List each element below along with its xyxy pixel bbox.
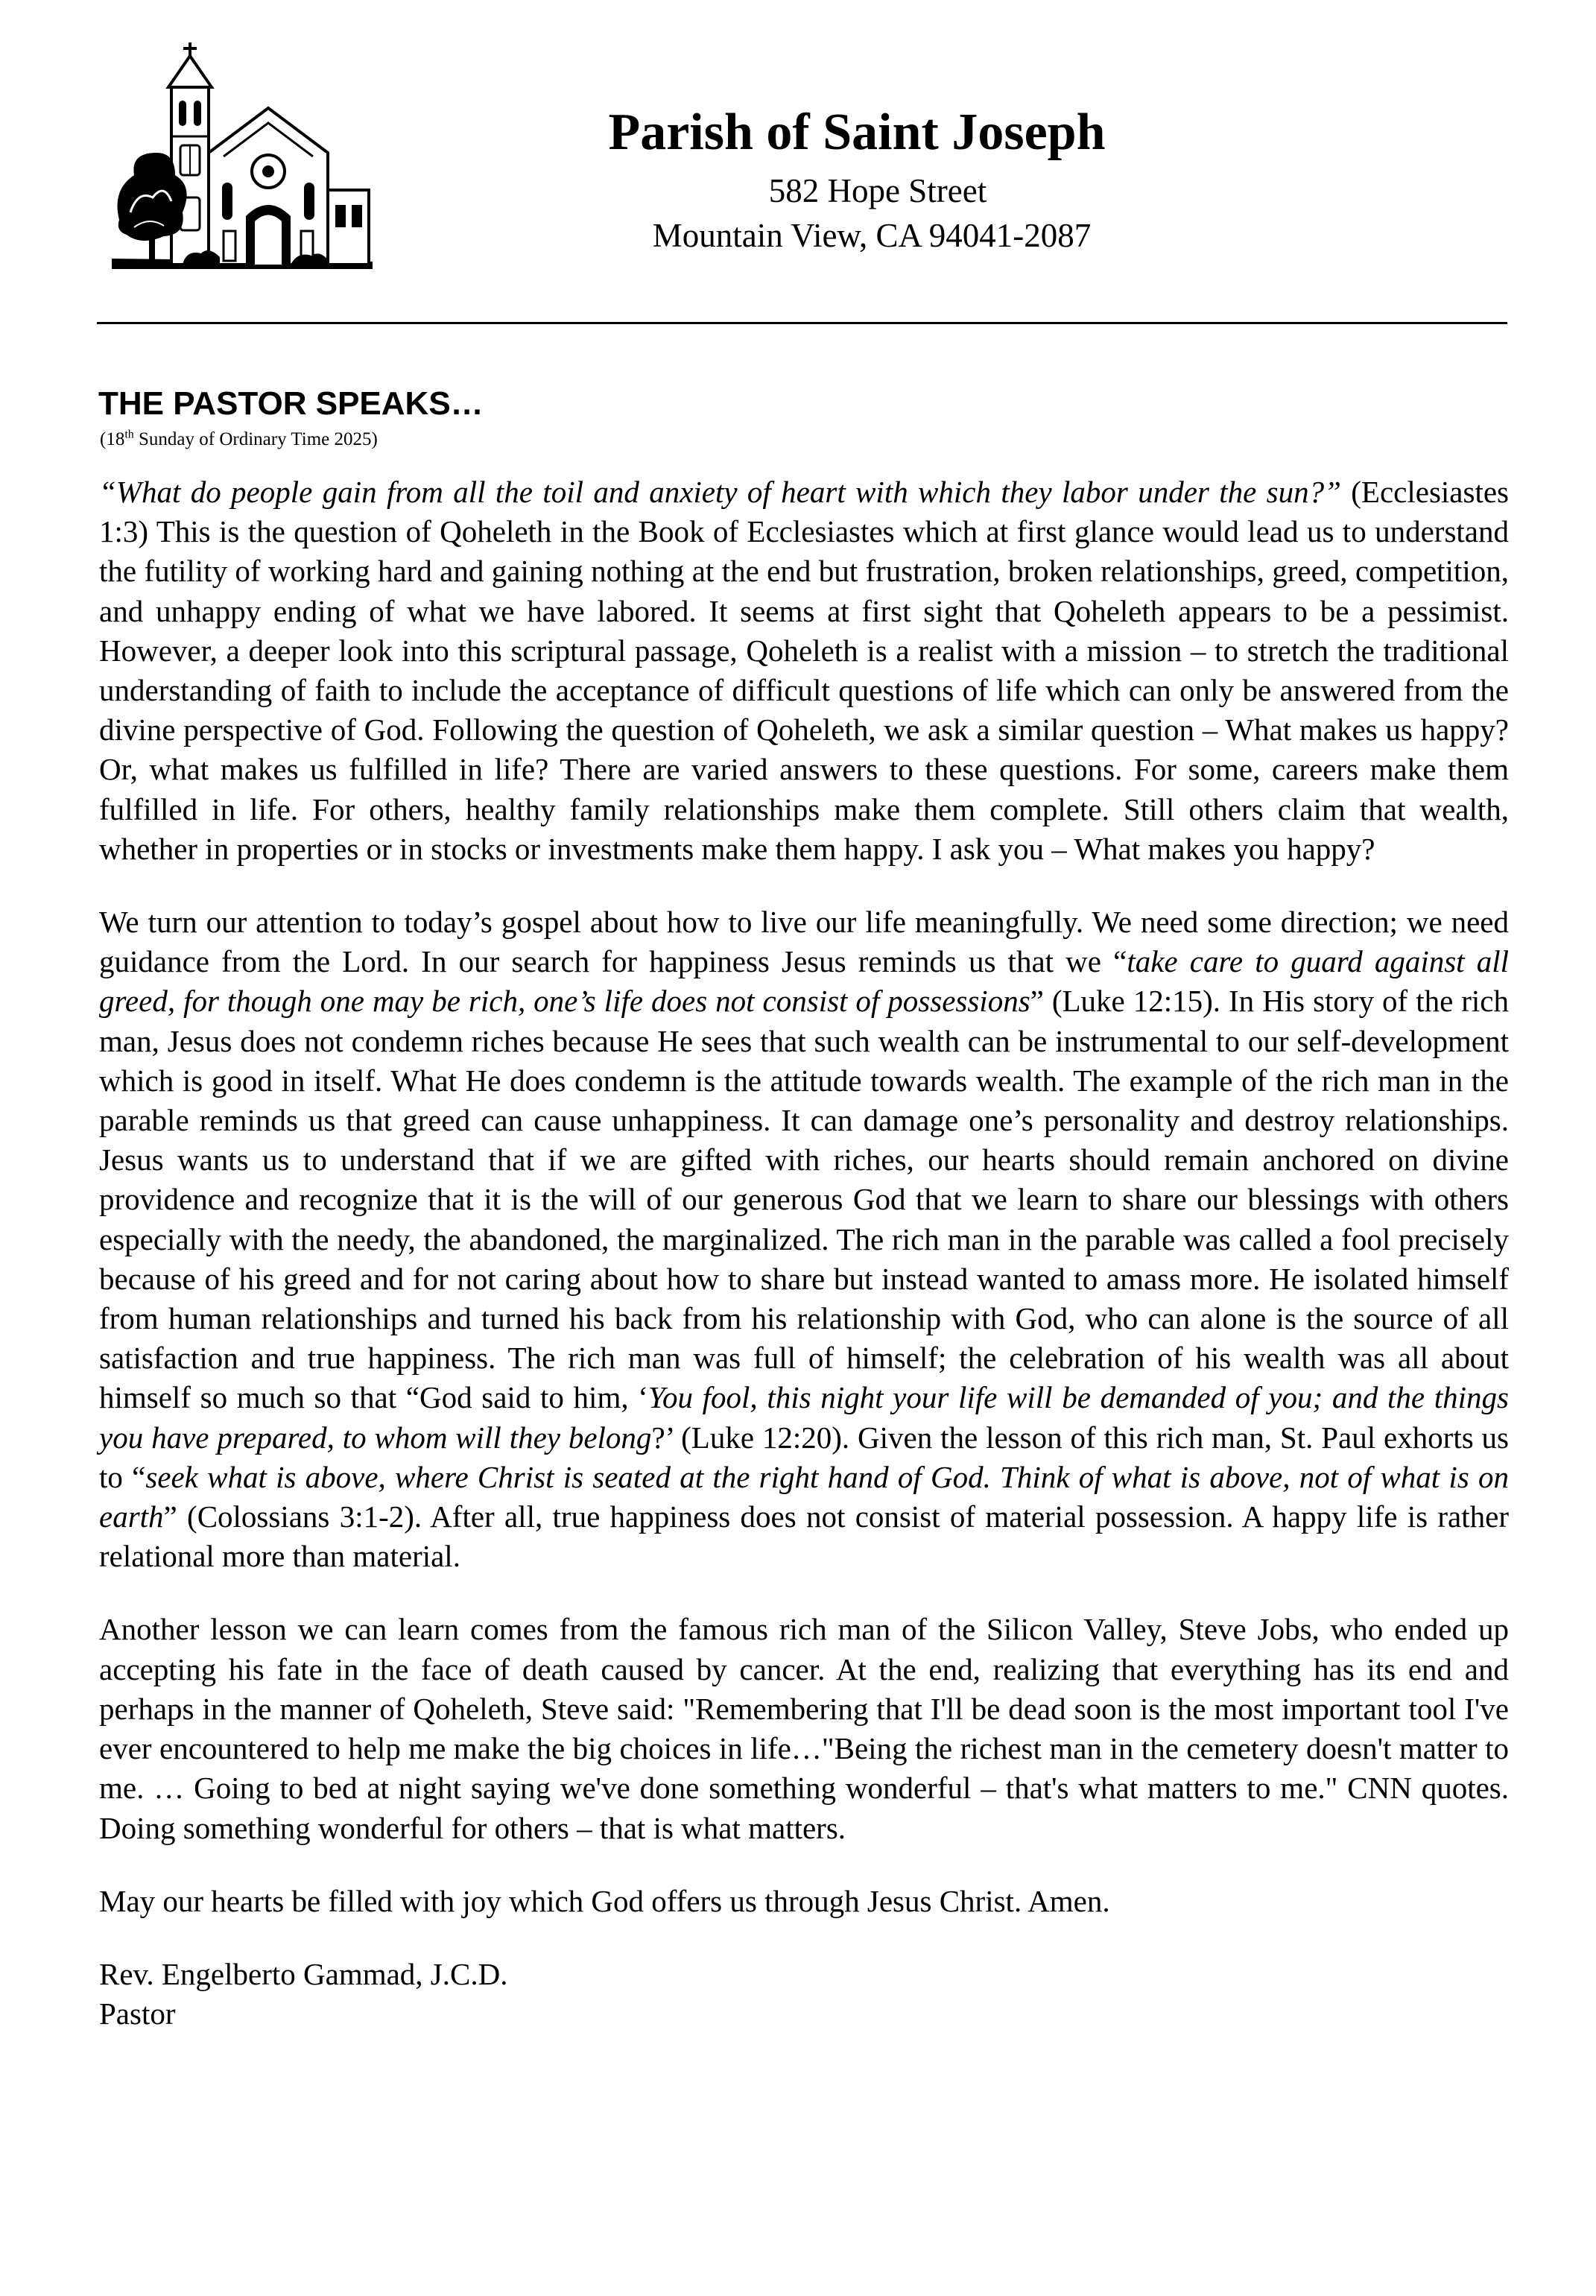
signature-title: Pastor <box>99 1996 176 2031</box>
paragraph-2-text-c: ” (Luke 12:15). In His story of the rich man, Jesus does not condemn riches because He sees that such wealth can be instrumental to our self-development which is good in itself. What He does condemn is the attitude towards wealth. The example of the rich man in the parable reminds us that greed can cause unhappiness. It can damage one’s personality and destroy relationships. Jesus wants us to understand that if we are gifted with riches, our hearts should remain anchored on divine providence and recognize that it is the will of our generous God that we learn to share our blessings with others especially with the needy, the abandoned, the marginalized. The rich man in the parable was called a fool precisely because of his greed and for not caring about how to share but instead wanted to amass more. He isolated himself from human relationships and turned his back from his relationship with God, who can alone is the source of all satisfaction and true happiness. The rich man was full of himself; the celebration of his wealth was all about himself so much so that “God said to him, ‘ <box>99 984 1510 1415</box>
church-logo <box>112 41 373 279</box>
paragraph-2-text-g: ” (Colossians 3:1-2). After all, true happiness does not consist of material possession. A happy life is rather relational more than material. <box>99 1499 1509 1574</box>
signature-name: Rev. Engelberto Gammad, J.C.D. <box>99 1956 508 1991</box>
luke-12-15-quote: take care to guard against all greed, for though one may be rich, one’s life does not consist of possessions <box>99 944 1510 1019</box>
article-body <box>99 472 1509 2034</box>
ecclesiastes-quote: “What do people gain from all the toil and anxiety of heart with which they labor under the sun?” <box>99 475 1341 509</box>
paragraph-1-text: (Ecclesiastes 1:3) This is the question of Qoheleth in the Book of Ecclesiastes which at first glance would lead us to understand the futility of working hard and gaining nothing at the end but frustration, broken relationships, greed, competition, and unhappy ending of what we have labored. It seems at first sight that Qoheleth appears to be a pessimist. However, a deeper look into this scriptural passage, Qoheleth is a realist with a mission – to stretch the traditional understanding of faith to include the acceptance of difficult questions of life which can only be answered from the divine perspective of God. Following the question of Qoheleth, we ask a similar question – What makes us happy? Or, what makes us fulfilled in life? There are varied answers to these questions. For some, careers make them fulfilled in life. For others, healthy family relationships make them complete. Still others claim that wealth, whether in properties or in stocks or investments make them happy. I ask you – What makes you happy? <box>99 475 1509 866</box>
luke-12-20-quote: You fool, this night your life will be demanded of you; and the things you have prepared, to whom will they belong <box>99 1380 1510 1455</box>
paragraph-2-text-e: ?’ (Luke 12:20). Given the lesson of this rich man, St. Paul exhorts us to “ <box>99 1420 1509 1494</box>
paragraph-3: Another lesson we can learn comes from the famous rich man of the Silicon Valley, Steve Jobs, who ended up accepting his fate in the face of death caused by cancer. At the end, realizing that everything has its end and perhaps in the manner of Qoheleth, Steve said: "Remembering that I'll be dead soon is the most important tool I've ever encountered to help me make the big choices in life…"Being the richest man in the cemetery doesn't matter to me. … Going to bed at night saying we've done something wonderful – that's what matters to me." CNN quotes. Doing something wonderful for others – that is what matters. <box>99 1612 1509 1845</box>
colossians-quote: seek what is above, where Christ is seated at the right hand of God. Think of what is above, not of what is on earth <box>99 1459 1509 1534</box>
occasion-text: Sunday of Ordinary Time 2025) <box>133 429 378 449</box>
parish-name: Parish of Saint Joseph <box>608 104 1106 161</box>
occasion-number: (18 <box>100 429 125 449</box>
paragraph-1 <box>99 472 1509 869</box>
paragraph-2 <box>99 902 1509 1576</box>
article-occasion <box>100 428 378 451</box>
header-divider <box>97 322 1507 324</box>
address-street: 582 Hope Street <box>768 172 987 209</box>
occasion-ordinal: th <box>124 428 134 441</box>
address-city: Mountain View, CA 94041-2087 <box>652 217 1092 254</box>
article-heading: THE PASTOR SPEAKS… <box>98 385 484 422</box>
paragraph-2-text-a: We turn our attention to today’s gospel about how to live our life meaningfully. We need some direction; we need guidance from the Lord. In our search for happiness Jesus reminds us that we “ <box>99 905 1509 979</box>
closing-prayer: May our hearts be filled with joy which God offers us through Jesus Christ. Amen. <box>99 1883 1110 1918</box>
